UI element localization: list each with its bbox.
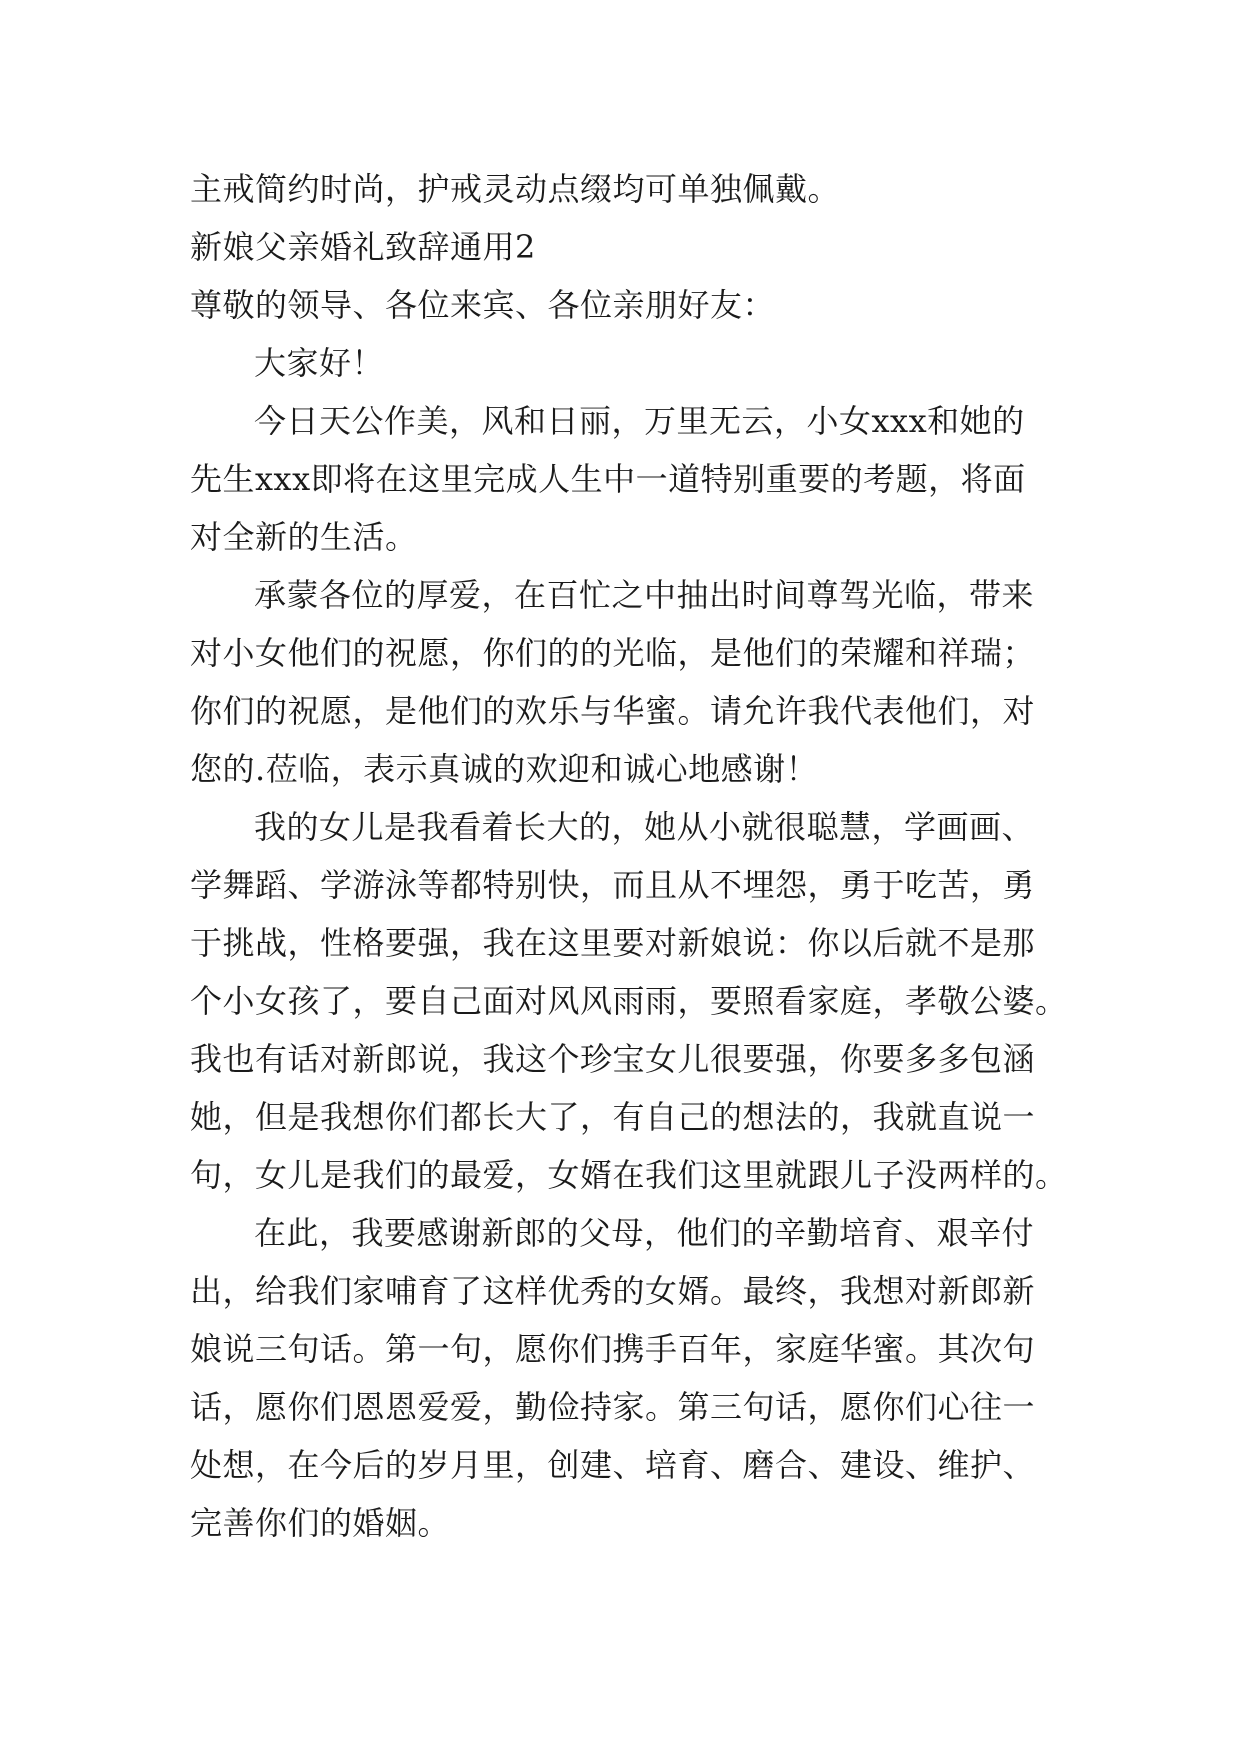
paragraph-line: 她，但是我想你们都长大了，有自己的想法的，我就直说一 bbox=[190, 1098, 1036, 1136]
text-line: 主戒简约时尚，护戒灵动点缀均可单独佩戴。 bbox=[190, 170, 841, 208]
paragraph-line: 学舞蹈、学游泳等都特别快，而且从不埋怨，勇于吃苦，勇 bbox=[190, 866, 1036, 904]
paragraph-line: 对全新的生活。 bbox=[190, 518, 418, 556]
paragraph-line: 在此，我要感谢新郎的父母，他们的辛勤培育、艰辛付 bbox=[254, 1214, 1035, 1252]
paragraph-line: 于挑战，性格要强，我在这里要对新娘说：你以后就不是那 bbox=[190, 924, 1036, 962]
paragraph-line: 个小女孩了，要自己面对风风雨雨，要照看家庭，孝敬公婆。 bbox=[190, 982, 1068, 1020]
paragraph-line: 先生xxx即将在这里完成人生中一道特别重要的考题，将面 bbox=[190, 460, 1026, 498]
section-heading: 新娘父亲婚礼致辞通用2 bbox=[190, 228, 536, 266]
paragraph-line: 您的.莅临，表示真诚的欢迎和诚心地感谢！ bbox=[190, 750, 819, 788]
paragraph-line: 今日天公作美，风和日丽，万里无云，小女xxx和她的 bbox=[254, 402, 1025, 440]
paragraph-line: 承蒙各位的厚爱，在百忙之中抽出时间尊驾光临，带来 bbox=[254, 576, 1035, 614]
paragraph-line: 娘说三句话。第一句，愿你们携手百年，家庭华蜜。其次句 bbox=[190, 1330, 1036, 1368]
paragraph-line: 对小女他们的祝愿，你们的的光临，是他们的荣耀和祥瑞； bbox=[190, 634, 1036, 672]
document-body bbox=[190, 160, 1070, 1552]
salutation: 尊敬的领导、各位来宾、各位亲朋好友： bbox=[190, 286, 776, 324]
greeting: 大家好！ bbox=[254, 344, 385, 382]
paragraph-line: 处想，在今后的岁月里，创建、培育、磨合、建设、维护、 bbox=[190, 1446, 1036, 1484]
paragraph-line: 我的女儿是我看着长大的，她从小就很聪慧，学画画、 bbox=[254, 808, 1035, 846]
paragraph-line: 出，给我们家哺育了这样优秀的女婿。最终，我想对新郎新 bbox=[190, 1272, 1036, 1310]
paragraph-line: 句，女儿是我们的最爱，女婿在我们这里就跟儿子没两样的。 bbox=[190, 1156, 1068, 1194]
paragraph-line: 完善你们的婚姻。 bbox=[190, 1504, 451, 1542]
paragraph-line: 话，愿你们恩恩爱爱，勤俭持家。第三句话，愿你们心往一 bbox=[190, 1388, 1036, 1426]
paragraph-line: 我也有话对新郎说，我这个珍宝女儿很要强，你要多多包涵 bbox=[190, 1040, 1036, 1078]
paragraph-line: 你们的祝愿，是他们的欢乐与华蜜。请允许我代表他们，对 bbox=[190, 692, 1036, 730]
